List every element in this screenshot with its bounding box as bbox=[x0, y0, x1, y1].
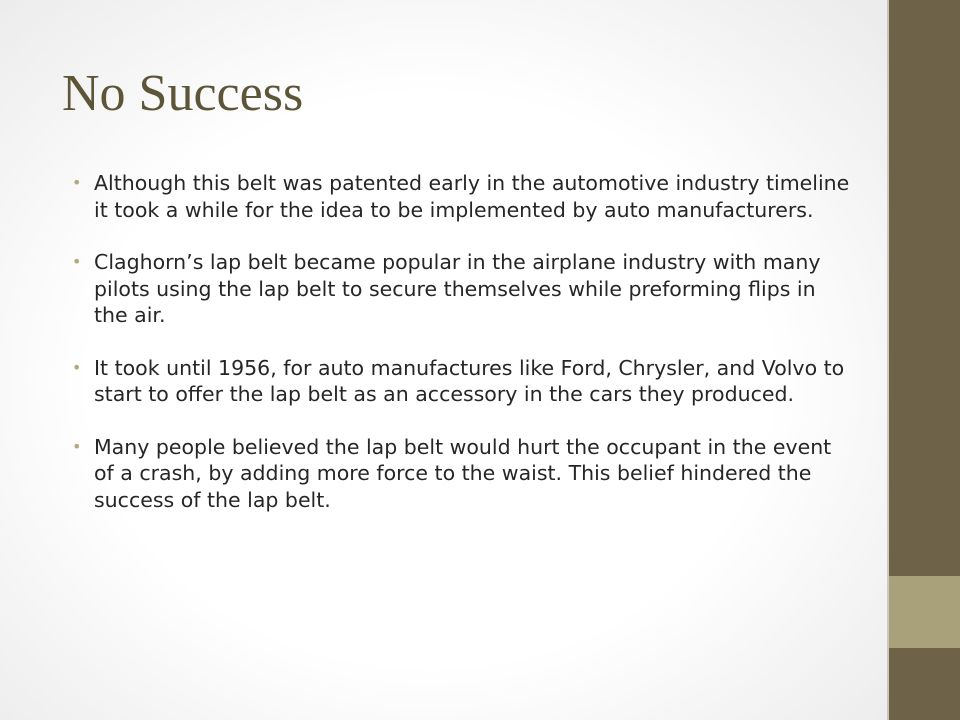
bullet-icon: • bbox=[72, 357, 82, 377]
bullet-text: Although this belt was patented early in the automotive industry timeline it took a while for the idea to be implemented by auto manufacturers. bbox=[94, 171, 850, 222]
bullet-item bbox=[72, 170, 852, 223]
bullet-item bbox=[72, 249, 852, 329]
bullet-icon: • bbox=[72, 436, 82, 456]
bullet-text: Many people believed the lap belt would hurt the occupant in the event of a crash, by adding more force to the waist. This belief hindered the success of the lap belt. bbox=[94, 434, 832, 512]
slide-title: No Success bbox=[62, 65, 304, 122]
bullet-text: Claghorn’s lap belt became popular in the airplane industry with many pilots using the lap belt to secure themselves while preforming flips in the air. bbox=[94, 250, 821, 327]
bullet-list bbox=[72, 170, 852, 539]
bullet-icon: • bbox=[72, 173, 82, 192]
bullet-icon: • bbox=[72, 252, 82, 271]
bullet-item bbox=[72, 434, 852, 514]
bullet-text: It took until 1956, for auto manufactures like Ford, Chrysler, and Volvo to start to offer the lap belt as an accessory in the cars they produced. bbox=[94, 355, 845, 406]
side-accent-block bbox=[889, 576, 960, 648]
bullet-item bbox=[72, 355, 852, 408]
